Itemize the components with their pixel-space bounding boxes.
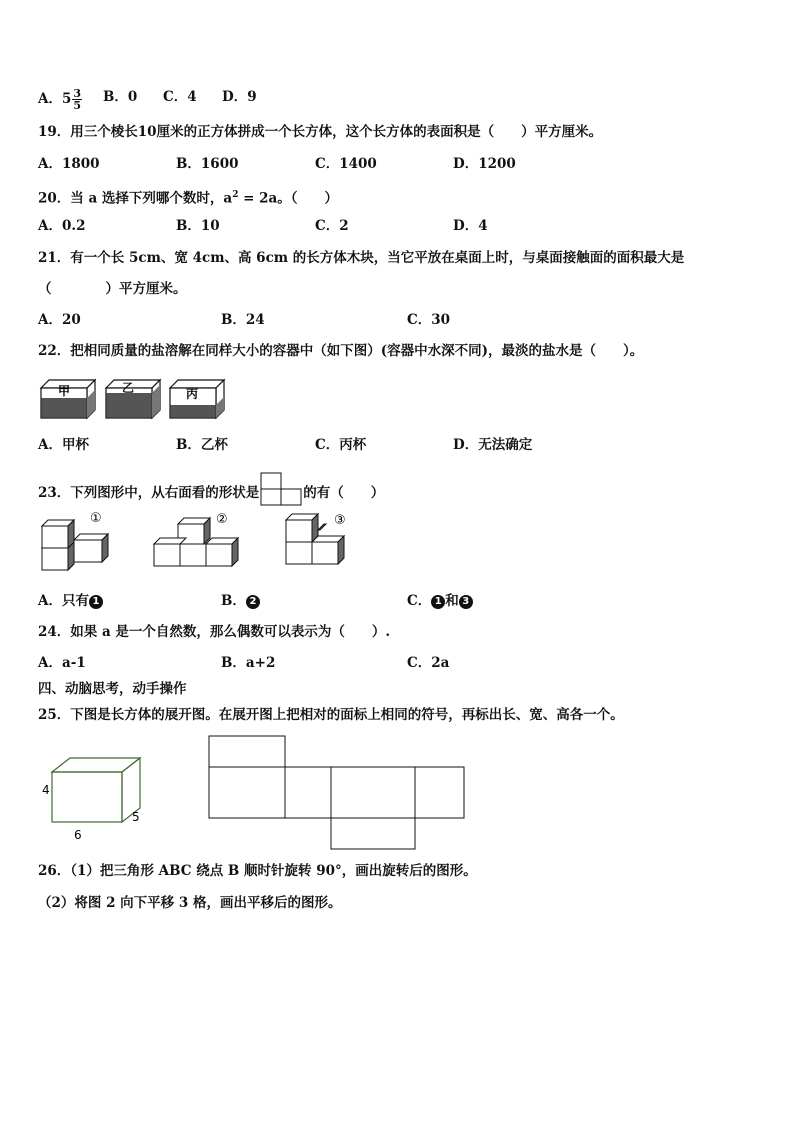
q22-option-a: A．甲杯 (38, 437, 89, 453)
q21-option-b: B．24 (221, 312, 265, 328)
q24-text: 24．如果 a 是一个自然数，那么偶数可以表示为（ ）. (38, 624, 391, 640)
q20-text-part2: = 2a。（ ） (238, 190, 339, 207)
q21-text-line1: 21．有一个长 5cm、宽 4cm、高 6cm 的长方体木块，当它平放在桌面上时，与桌面接触面的面积最大是 (38, 250, 685, 266)
q18-option-a (38, 88, 82, 111)
q20-option-c: C．2 (315, 218, 349, 234)
q23-option-a-text: A．只有 (38, 593, 89, 609)
q23-figure-3 (282, 508, 354, 570)
q18-option-a-prefix: A．5 (38, 91, 72, 107)
q19-option-d: D．1200 (453, 156, 516, 172)
fraction-numerator: 3 (73, 87, 82, 100)
section-4-title: 四、动脑思考，动手操作 (38, 681, 187, 697)
q22-option-d: D．无法确定 (453, 437, 533, 453)
q24-option-a: A．a-1 (38, 655, 86, 671)
cup-jia (41, 380, 95, 418)
net-face-front (209, 767, 285, 818)
q23-text-part1: 23．下列图形中，从右面看的形状是 (38, 485, 260, 501)
circled-1-mark: 1 (431, 595, 445, 609)
net-face-side-1 (285, 767, 331, 818)
q23-option-b (221, 592, 260, 610)
net-face-back (331, 767, 415, 818)
q26-text-part2: （2）将图 2 向下平移 3 格，画出平移后的图形。 (38, 895, 342, 911)
q18-option-a-fraction (72, 88, 82, 111)
q24-option-c: C．2a (407, 655, 450, 671)
q20-text-part1: 20．当 a 选择下列哪个数时，a (38, 190, 233, 207)
q19-option-a: A．1800 (38, 156, 100, 172)
net-face-bottom (331, 818, 415, 849)
q21-option-c: C．30 (407, 312, 451, 328)
fraction-denominator: 5 (73, 99, 82, 112)
q19-option-c: C．1400 (315, 156, 377, 172)
q23-option-a (38, 592, 103, 610)
q22-option-b: B．乙杯 (176, 437, 228, 453)
circled-2-mark: 2 (246, 595, 260, 609)
q26-text-part1: 26．（1）把三角形 ABC 绕点 B 顺时针旋转 90°，画出旋转后的图形。 (38, 863, 477, 879)
cup-bing-label: 丙 (186, 387, 199, 401)
cup-jia-label: 甲 (58, 384, 71, 398)
q23-figure-1 (38, 508, 118, 574)
circled-3-mark: 3 (459, 595, 473, 609)
cup-yi (106, 380, 160, 418)
cuboid-height-label: 4 (42, 783, 50, 797)
cup-yi-label: 乙 (122, 381, 135, 395)
q20-option-a: A．0.2 (38, 218, 86, 234)
q23-figure-2 (152, 508, 244, 570)
q25-cuboid-figure (30, 750, 160, 845)
q23-figure-1-label: ① (90, 511, 102, 526)
q19-text: 19．用三个棱长10厘米的正方体拼成一个长方体，这个长方体的表面积是（ ）平方厘米。 (38, 124, 603, 140)
q23-option-c-text: C． (407, 593, 432, 609)
q18-option-c: C．4 (163, 89, 197, 105)
q23-text (38, 471, 384, 507)
q20-option-b: B．10 (176, 218, 220, 234)
q24-option-b: B．a+2 (221, 655, 276, 671)
cuboid-length-label: 6 (74, 828, 82, 842)
q18-option-d: D．9 (222, 89, 257, 105)
net-face-side-2 (415, 767, 464, 818)
q25-text: 25．下图是长方体的展开图。在展开图上把相对的面标上相同的符号，再标出长、宽、高各一个。 (38, 707, 624, 723)
q19-option-b: B．1600 (176, 156, 239, 172)
q18-option-b: B．0 (103, 89, 138, 105)
q20-text (38, 186, 338, 208)
cuboid-width-label: 5 (132, 810, 140, 824)
q23-option-c-and: 和 (445, 593, 459, 609)
cup-bing (170, 380, 224, 418)
q23-figure-2-label: ② (216, 512, 228, 527)
q20-option-d: D．4 (453, 218, 488, 234)
q22-option-c: C．丙杯 (315, 437, 367, 453)
circled-1-mark: 1 (89, 595, 103, 609)
q21-option-a: A．20 (38, 312, 81, 328)
q22-containers-figure (38, 376, 228, 424)
q23-figure-3-label: ③ (334, 513, 346, 528)
q25-net-figure (206, 733, 468, 853)
q23-side-view-figure (259, 471, 303, 507)
q22-text: 22．把相同质量的盐溶解在同样大小的容器中（如下图）(容器中水深不同)，最淡的盐水是（ ）。 (38, 343, 644, 359)
q23-option-c (407, 592, 473, 610)
q20-exponent: 2 (232, 190, 239, 200)
q23-option-b-text: B． (221, 593, 246, 609)
net-face-top (209, 736, 285, 767)
q23-text-part2: 的有（ ） (303, 485, 385, 501)
q21-text-line2: （ ）平方厘米。 (38, 281, 187, 297)
